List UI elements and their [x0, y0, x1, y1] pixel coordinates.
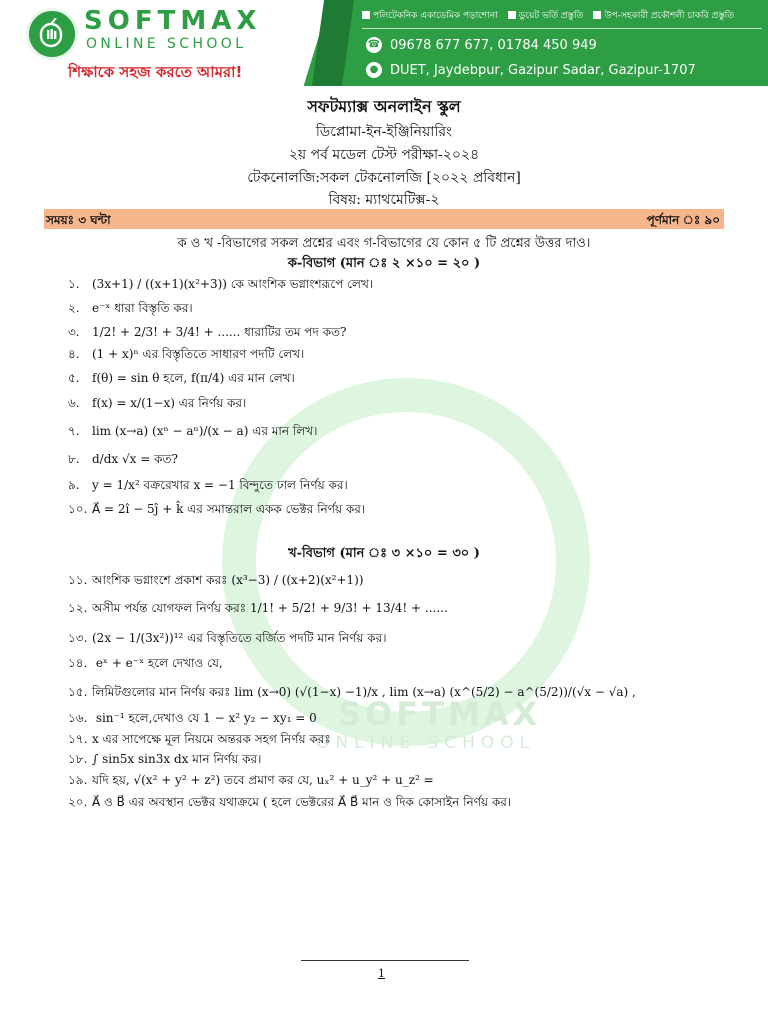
- question-item: ৬. f(x) = x/(1−x) এর নির্ণয় কর।: [68, 396, 247, 410]
- section-ka-title: ক-বিভাগ (মান ঃ ২ ×১০ = ২০ ): [287, 256, 481, 271]
- question-item: ১৪. eˣ + e⁻ˣ হলে দেখাও যে,: [68, 656, 223, 670]
- question-item: ১৯. যদি হয়, √(x² + y² + z²) তবে প্রমাণ কর যে, uₓ² + u_y² + u_z² =: [68, 773, 434, 787]
- technology-line: টেকনোলজি:সকল টেকনোলজি [২০২২ প্রবিধান]: [247, 170, 521, 186]
- question-item: ১১. আংশিক ভগ্নাংশে প্রকাশ করঃ (x³−3) / ((x+2)(x²+1)): [68, 573, 364, 587]
- question-item: ৩. 1/2! + 2/3! + 3/4! + ...... ধারাটির তম পদ কত?: [68, 325, 347, 339]
- page-number: 1: [378, 967, 385, 980]
- question-item: ১৫. লিমিটগুলোর মান নির্ণয় করঃ lim (x→0) (√(1−x) −1)/x , lim (x→a) (x^(5/2) − a^(5/2))/(√x − √a) ,: [68, 685, 636, 699]
- question-item: ১. (3x+1) / ((x+1)(x²+3)) কে আংশিক ভগ্নাংশরূপে লেখ।: [68, 277, 374, 291]
- brand-tagline: শিক্ষাকে সহজ করতে আমরা!: [68, 63, 243, 81]
- header-link-academic[interactable]: পলিটেকনিক একাডেমিক পড়াশোনা: [362, 8, 498, 23]
- location-pin-icon: ●: [366, 62, 382, 78]
- exam-name: ২য় পর্ব মডেল টেস্ট পরীক্ষা-২০২৪: [288, 147, 480, 163]
- question-item: ৮. d/dx √x = কত?: [68, 452, 178, 466]
- header-link-job[interactable]: উপ-সহকারী প্রকৌশলী চাকরি প্রস্তুতি: [593, 8, 734, 23]
- question-item: ১৩. (2x − 1/(3x²))¹² এর বিস্তৃতিতে বর্জিত পদটি মান নির্ণয় কর।: [68, 631, 387, 645]
- header-links: [362, 8, 734, 23]
- question-item: ২. e⁻ˣ ধারা বিস্তৃতি কর।: [68, 301, 193, 315]
- question-item: ৫. f(θ) = sin θ হলে, f(π/4) এর মান লেখ।: [68, 371, 295, 385]
- contact-phone: ☎ 09678 677 677, 01784 450 949: [367, 37, 597, 53]
- question-item: ৪. (1 + x)ⁿ এর বিস্তৃতিতে সাধারণ পদটি লেখ।: [68, 347, 305, 361]
- softmax-logo-icon: [26, 8, 78, 60]
- brand-name: SOFTMAX: [84, 6, 262, 36]
- subject-line: বিষয়: ম্যাথমেটিক্স-২: [328, 192, 440, 208]
- exam-full-marks: পূর্ণমান ঃ ৯০: [646, 213, 720, 227]
- question-item: ১৬. sin⁻¹ হলে,দেখাও যে 1 − x² y₂ − xy₁ = 0: [68, 711, 317, 725]
- question-item: ১০. A⃗ = 2î − 5ĵ + k̂ এর সমান্তরাল একক ভেক্টর নির্ণয় কর।: [68, 502, 366, 516]
- question-item: ৯. y = 1/x² বক্ররেখার x = −1 বিন্দুতে ঢাল নির্ণয় কর।: [68, 478, 348, 492]
- question-item: ১২. অসীম পর্যন্ত যোগফল নির্ণয় করঃ 1/1! + 5/2! + 9/3! + 13/4! + ......: [68, 601, 448, 615]
- footer-rule: [301, 960, 469, 961]
- watermark-subtitle: ONLINE SCHOOL: [316, 733, 536, 753]
- header-banner: [0, 0, 768, 86]
- header-link-duet[interactable]: ডুয়েট ভর্তি প্রস্তুতি: [508, 8, 584, 23]
- exam-instruction: ক ও খ -বিভাগের সকল প্রশ্নের এবং গ-বিভাগের যে কোন ৫ টি প্রশ্নের উত্তর দাও।: [177, 236, 591, 251]
- brand-subtitle: ONLINE SCHOOL: [86, 36, 247, 52]
- contact-address: ● DUET, Jaydebpur, Gazipur Sadar, Gazipur-1707: [366, 62, 696, 78]
- question-item: ২০. A⃗ ও B⃗ এর অবস্থান ভেক্টর যথাক্রমে ( হলে ভেক্টরের A⃗ B⃗ মান ও দিক কোসাইন নির্ণয় কর।: [68, 795, 512, 809]
- time-marks-bar: [44, 209, 724, 229]
- section-kha-title: খ-বিভাগ (মান ঃ ৩ ×১০ = ৩০ ): [288, 546, 480, 561]
- header-separator: [362, 28, 762, 29]
- school-name: সফটম্যাক্স অনলাইন স্কুল: [307, 97, 461, 116]
- program-name: ডিপ্লোমা-ইন-ইঞ্জিনিয়ারিং: [315, 124, 453, 140]
- watermark-brand: SOFTMAX: [338, 695, 542, 733]
- question-item: ৭. lim (x→a) (xⁿ − aⁿ)/(x − a) এর মান লিখ।: [68, 424, 318, 438]
- question-item: ১৮. ∫ sin5x sin3x dx মান নির্ণয় কর।: [68, 752, 262, 766]
- exam-time: সময়ঃ ৩ ঘন্টা: [46, 213, 111, 227]
- phone-icon: ☎: [366, 37, 382, 53]
- question-item: ১৭. x এর সাপেক্ষে মূল নিয়মে অন্তরক সহগ নির্ণয় করঃ: [68, 732, 331, 746]
